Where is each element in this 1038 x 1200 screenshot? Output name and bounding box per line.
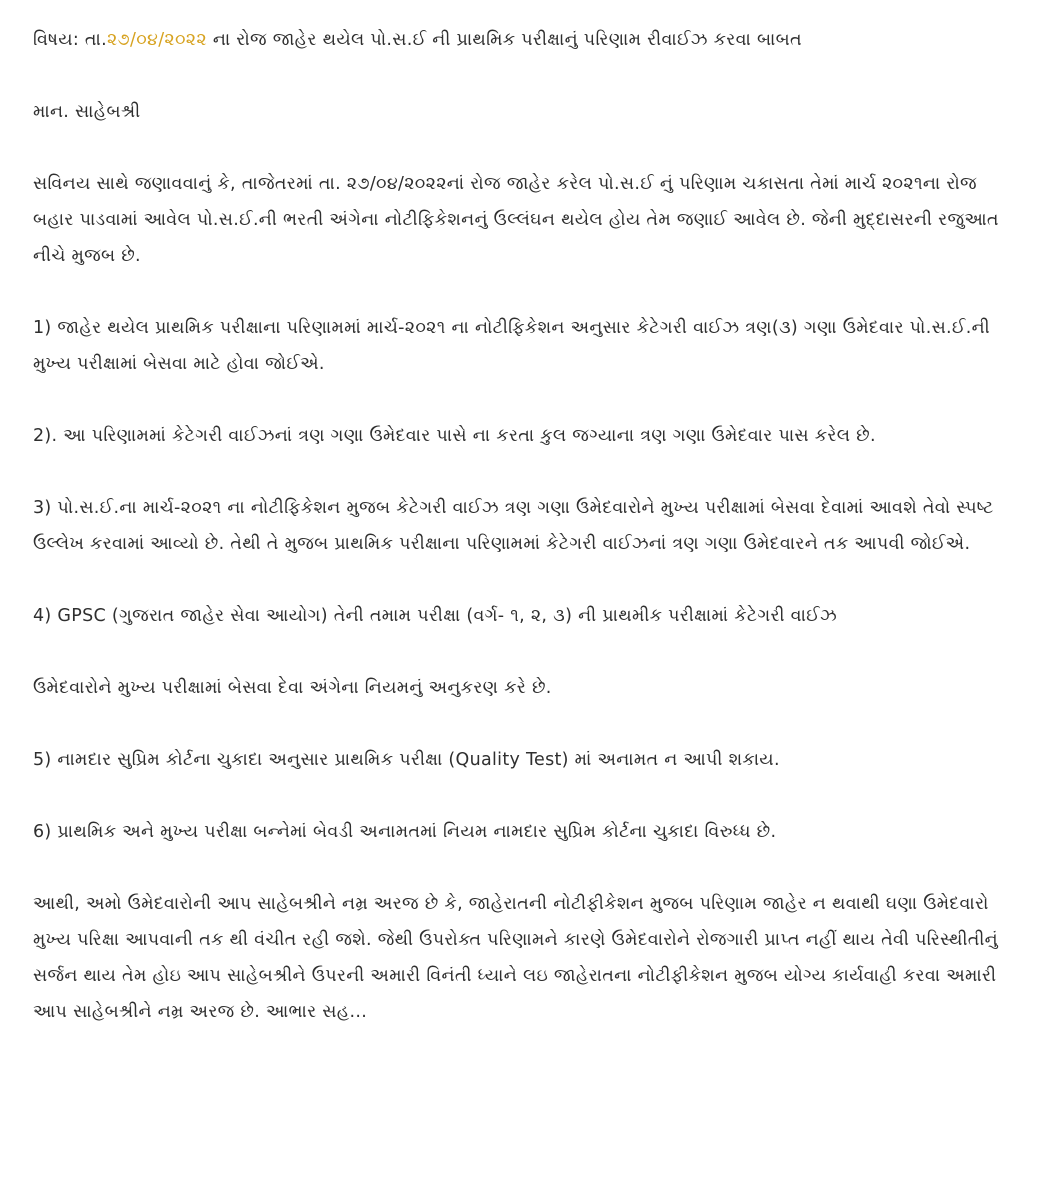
point-4-continued: ઉમેદવારોને મુખ્ય પરીક્ષામાં બેસવા દેવા અંગેના નિયમનું અનુકરણ કરે છે. (33, 678, 552, 698)
subject-suffix: ના રોજ જાહેર થયેલ પો.સ.ઈ ની પ્રાથમિક પરીક્ષાનું પરિણામ રીવાઈઝ કરવા બાબત (206, 30, 802, 50)
salutation: માન. સાહેબશ્રી (33, 102, 141, 122)
intro-paragraph: સવિનય સાથે જણાવવાનું કે, તાજેતરમાં તા. ૨૭/૦૪/૨૦૨૨નાં રોજ જાહેર કરેલ પો.સ.ઈ નું પરિણામ ચકાસતા તેમાં માર્ચ ૨૦૨૧ના રોજ બહાર પાડવામાં આવેલ પો.સ.ઈ.ની ભરતી અંગેના નોટીફિકેશનનું ઉલ્લંઘન થયેલ હોય તેમ જણાઈ આવેલ છે. જેની મુદ્દાસરની રજુઆત નીચે મુજબ છે. (33, 174, 999, 266)
point-5: 5) નામદાર સુપ્રિમ કોર્ટના ચુકાદા અનુસાર પ્રાથમિક પરીક્ષા (Quality Test) માં અનામત ન આપી શકાય. (33, 750, 780, 770)
point-3: 3) પો.સ.ઈ.ના માર્ચ-૨૦૨૧ ના નોટીફિકેશન મુજબ કેટેગરી વાઈઝ ત્રણ ગણા ઉમેદવારોને મુખ્ય પરીક્ષામાં બેસવા દેવામાં આવશે તેવો સ્પષ્ટ ઉલ્લેખ કરવામાં આવ્યો છે. તેથી તે મુજબ પ્રાથમિક પરીક્ષાના પરિણામમાં કેટેગરી વાઈઝનાં ત્રણ ગણા ઉમેદવારને તક આપવી જોઈએ. (33, 498, 994, 554)
point-1: 1) જાહેર થયેલ પ્રાથમિક પરીક્ષાના પરિણામમાં માર્ચ-૨૦૨૧ ના નોટીફિકેશન અનુસાર કેટેગરી વાઈઝ ત્રણ(૩) ગણા ઉમેદવાર પો.સ.ઈ.ની મુખ્ય પરીક્ષામાં બેસવા માટે હોવા જોઈએ. (33, 318, 990, 374)
point-2: 2). આ પરિણામમાં કેટેગરી વાઈઝનાં ત્રણ ગણા ઉમેદવાર પાસે ના કરતા કુલ જગ્યાના ત્રણ ગણા ઉમેદવાર પાસ કરેલ છે. (33, 426, 876, 446)
point-4: 4) GPSC (ગુજરાત જાહેર સેવા આયોગ) તેની તમામ પરીક્ષા (વર્ગ- ૧, ૨, ૩) ની પ્રાથમીક પરીક્ષામાં કેટેગરી વાઈઝ (33, 606, 837, 626)
subject-date: ૨૭/૦૪/૨૦૨૨ (106, 30, 207, 50)
point-6: 6) પ્રાથમિક અને મુખ્ય પરીક્ષા બન્નેમાં બેવડી અનામતમાં નિયમ નામદાર સુપ્રિમ કોર્ટના ચુકાદા વિરુધ્ધ છે. (33, 822, 777, 842)
letter-body (33, 22, 1013, 1066)
subject-prefix: વિષય: તા. (33, 30, 107, 50)
subject-line (33, 22, 1013, 58)
closing-paragraph: આથી, અમો ઉમેદવારોની આપ સાહેબશ્રીને નમ્ર અરજ છે કે, જાહેરાતની નોટીફીકેશન મુજબ પરિણામ જાહેર ન થવાથી ઘણા ઉમેદવારો મુખ્ય પરિક્ષા આપવાની તક થી વંચીત રહી જશે. જેથી ઉપરોક્ત પરિણામને કારણે ઉમેદવારોને રોજગારી પ્રાપ્ત નહીં થાય તેવી પરિસ્થીતીનું સર્જન થાય તેમ હોઇ આપ સાહેબશ્રીને ઉપરની અમારી વિનંતી ધ્યાને લઇ જાહેરાતના નોટીફીકેશન મુજબ યોગ્ય કાર્યવાહી કરવા અમારી આપ સાહેબશ્રીને નમ્ર અરજ છે. આભાર સહ... (33, 894, 998, 1022)
